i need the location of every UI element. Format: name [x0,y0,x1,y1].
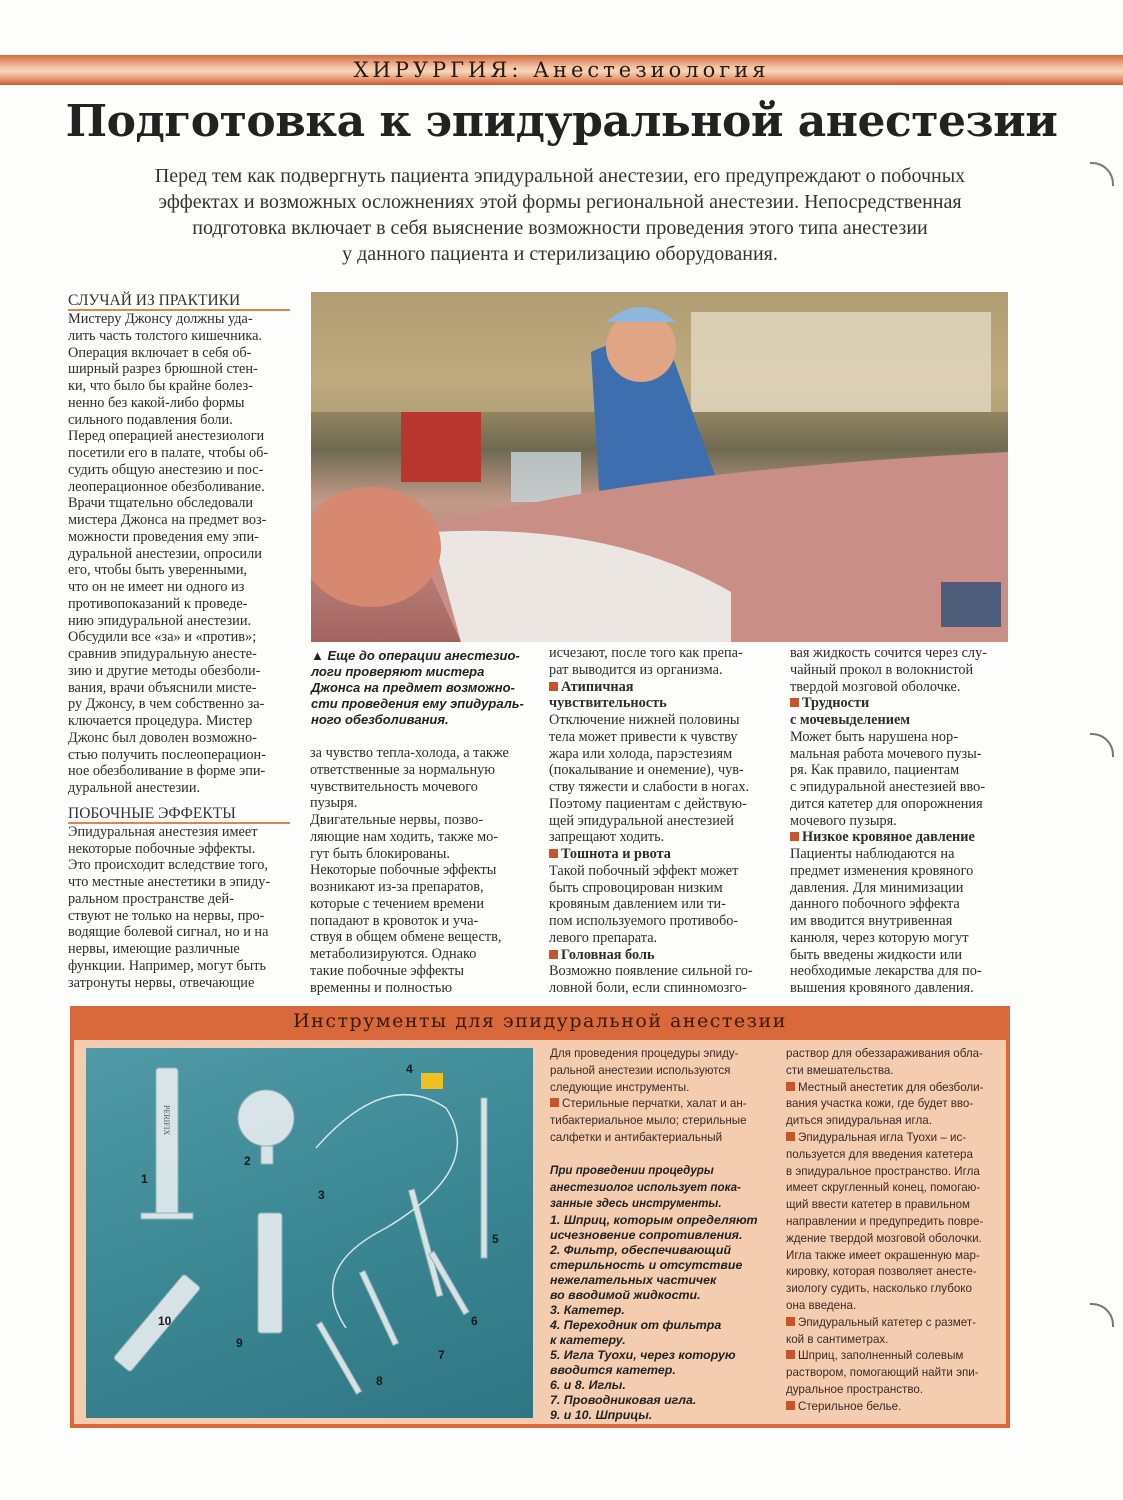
subheading-urination: Трудности с мочевыделением [790,695,911,728]
page-title: Подготовка к эпидуральной анестезии [65,96,1058,147]
instrument-item: Стерильное белье. [786,1399,1001,1416]
instruments-col2-intro: раствор для обеззараживания обла- сти вмешательства. [786,1047,983,1077]
side-effects-text: Эпидуральная анестезия имеет некоторые побочные эффекты. Это происходит вследствие того, что местные анестетики в эпиду- ральном пространстве дей- ствуют не только на нервы, про- водящие болевой сигнал, но и на нервы, имеющие различные функции. Например, могут быть затронуты нервы, отвечающие [68,823,271,991]
instruments-col-2 [786,1046,1001,1416]
case-heading: СЛУЧАЙ ИЗ ПРАКТИКИ [68,292,290,311]
column-3 [549,645,771,997]
bullet-square-icon [549,849,558,858]
spacer [550,1147,775,1163]
bullet-square-icon [786,1317,795,1326]
instruments-heading: Инструменты для эпидуральной анестезии [293,1010,787,1032]
instrument-label: 3 [318,1188,325,1202]
binder-hole-mark [1090,733,1114,757]
instruments-panel [74,1040,1006,1424]
instrument-label: 7 [438,1348,445,1362]
instrument-item: Местный анестетик для обезболи- вания участка кожи, где будет вво- диться эпидуральная игла. [786,1080,984,1128]
bullet-square-icon [549,682,558,691]
instrument-item: Шприц, заполненный солевым раствором, помогающий найти эпи- дуральное пространство. [786,1349,979,1396]
instruments-box [70,1006,1010,1428]
instrument-label: 9 [236,1336,243,1350]
photo-illustration [311,292,1008,642]
atypical-text: Отключение нижней половины тела может привести к чувству жара или холода, парэстезиям (покалывание и онемение), чув- ству тяжести и слабости в ногах. Поэтому пациентам с действую- щей эпидуральной анестезией запрещают ходить. [549,712,750,846]
bullet-square-icon [550,1098,559,1107]
low-pressure-text: Пациенты наблюдаются на предмет изменения кровяного давления. Для минимизации данного побочного эффекта им вводится внутривенная канюля, через которую могут быть введены жидкости или необходимые лекарства для по- вышения кровяного давления. [790,846,982,996]
col4-intro: вая жидкость сочится через слу- чайный прокол в волокнистой твердой мозговой оболочке. [790,645,987,695]
instrument-label: 8 [376,1374,383,1388]
instrument-label: 5 [492,1232,499,1246]
section-label: ХИРУРГИЯ: Анестезиология [353,58,770,82]
bullet-square-icon [790,832,799,841]
headache-text: Возможно появление сильной го- ловной боли, если спинномозго- [549,963,753,996]
subheading-atypical: Атипичная чувствительность [549,678,667,712]
instruments-col-1 [550,1046,775,1423]
binder-hole-mark [1090,162,1114,186]
urination-text: Может быть нарушена нор- мальная работа мочевого пузы- ря. Как правило, пациентам с эпидуральной анестезией вво- дится катетер для опорожнения мочевого пузыря. [790,728,986,829]
column-4 [790,645,1012,997]
instruments-illustration [86,1048,533,1418]
column-2: за чувство тепла-холода, а также ответственные за нормальную чувствительность мочевого пузыря. Двигательные нервы, позво- ляющие нам ходить, также мо- гут быть блокированы. Некоторые побочные эффекты возникают из-за препаратов, которые с течением времени попадают в кровоток и уча- ствуя в общем обмене веществ, метаболизируются. Однако такие побочные эффекты временны и полностью [310,745,509,996]
binder-hole-mark [1090,1303,1114,1327]
bullet-square-icon [786,1132,795,1141]
bullet-square-icon [786,1082,795,1091]
side-effects-heading: ПОБОЧНЫЕ ЭФФЕКТЫ [68,805,290,824]
instrument-item: Эпидуральный катетер с размет- кой в сантиметрах. [786,1315,977,1346]
ward-photo [311,292,1008,642]
subheading-nausea: Тошнота и рвота [549,846,771,863]
nausea-text: Такой побочный эффект может быть спровоцирован низким кровяным давлением или ти- пом используемого противобо- левого препарата. [549,862,739,946]
spacer [68,797,290,805]
bullet-square-icon [790,698,799,707]
bullet-square-icon [786,1350,795,1359]
subheading-headache: Головная боль [549,947,771,964]
bullet-square-icon [549,950,558,959]
instruments-intro: Для проведения процедуры эпиду- ральной анестезии используются следующие инструменты. [550,1047,739,1094]
syringe-brand: PERIFIX [162,1105,171,1136]
col3-intro: исчезают, после того как препа- рат выводится из организма. [549,645,743,678]
instrument-label: 4 [406,1062,413,1076]
photo-caption: ▲ Еще до операции анестезио- логи проверяют мистера Джонса на предмет возможно- сти проведения ему эпидураль- ного обезболивания. [311,648,524,727]
instrument-item: Стерильные перчатки, халат и ан- тибактериальное мыло; стерильные салфетки и антибактериальный [550,1097,747,1144]
intro-paragraph: Перед тем как подвергнуть пациента эпидуральной анестезии, его предупреждают о побочных эффектах и возможных осложнениях этой формы региональной анестезии. Непосредственная подготовка включает в себя выяснение возможности проведения этого типа анестезии у данного пациента и стерилизацию оборудования. [154,165,966,265]
bullet-square-icon [786,1401,795,1410]
instrument-label: 10 [158,1314,172,1328]
case-text: Мистеру Джонсу должны уда- лить часть толстого кишечника. Операция включает в себя об- ширный разрез брюшной стен- ки, что было бы крайне болез- ненно без какой-либо формы сильного подавления боли. Перед операцией анестезиологи посетили его в палате, чтобы об- судить общую анестезию и пос- леоперационное обезболивание. Врачи тщательно обследовали мистера Джонса на предмет воз- можности проведения ему эпи- дуральной анестезии, опросили его, чтобы быть уверенными, что он не имеет ни одного из противопоказаний к проведе- нию эпидуральной анестезии. Обсудили все «за» и «против»; сравнив эпидуральную анесте- зию и другие методы обезболи- вания, врачи объяснили мисте- ру Джонсу, в чем собственно за- ключается процедура. Мистер Джонс был доволен возможно- стью получить послеоперацион- ное обезболивание в форме эпи- дуральной анестезии. [68,311,269,796]
instruments-photo [86,1048,533,1418]
legend-intro: При проведении процедуры анестезиолог использует пока- занные здесь инструменты. [550,1163,741,1211]
instrument-item: Эпидуральная игла Туохи – ис- пользуется для введения катетера в эпидуральное пространство. Игла имеет скругленный конец, помогаю- щий ввести катетер в правильном направлении и предупредить повре- ждение твердой мозговой оболочки. Игла также имеет окрашенную мар- кировку, которая позволяет анесте- зиологу судить, насколько глубоко она введена. [786,1130,984,1312]
subheading-low-pressure: Низкое кровяное давление [790,829,1012,846]
column-1 [68,292,290,991]
instrument-label: 6 [471,1314,478,1328]
instrument-label: 2 [244,1154,251,1168]
instruments-legend: 1. Шприц, которым определяют исчезновение сопротивления. 2. Фильтр, обеспечивающий стерильность и отсутствие нежелательных частичек во вводимой жидкости. 3. Катетер. 4. Переходник от фильтра к катетеру. 5. Игла Туохи, через которую вводится катетер. 6. и 8. Иглы. 7. Проводниковая игла. 9. и 10. Шприцы. [550,1213,758,1423]
instrument-label: 1 [141,1172,148,1186]
